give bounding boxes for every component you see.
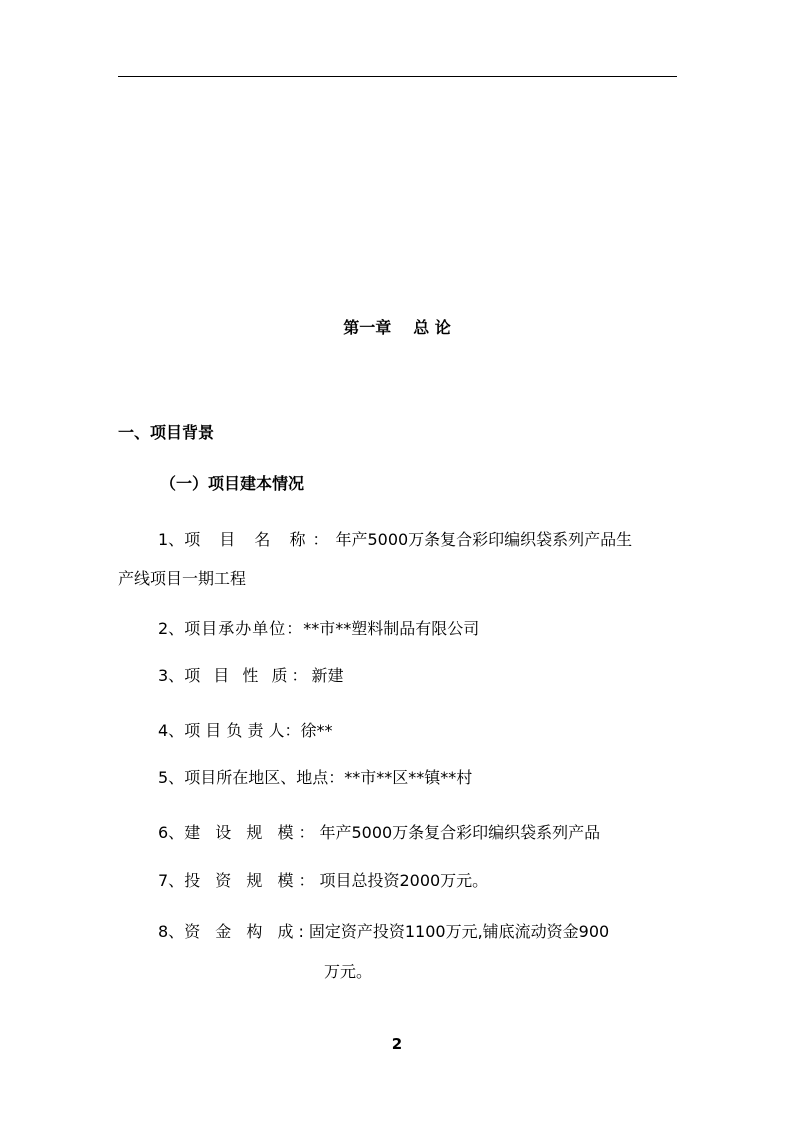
item-3 <box>158 666 343 686</box>
item-value: **市**塑料制品有限公司 <box>303 619 480 638</box>
item-label: 项 目 性 质： <box>184 666 312 685</box>
item-value: 固定资产投资1100万元,铺底流动资金900 <box>308 922 610 941</box>
item-value: 徐** <box>300 721 333 740</box>
item-label: 项 目 负 责 人： <box>184 721 301 740</box>
item-2 <box>158 619 479 639</box>
item-label: 建 设 规 模： <box>184 823 320 842</box>
item-number: 4、 <box>158 721 185 740</box>
chapter-title <box>0 318 794 338</box>
item-4 <box>158 721 333 741</box>
chapter-number: 第一章 <box>343 318 392 337</box>
item-8 <box>158 922 609 942</box>
item-8-continuation: 万元。 <box>324 962 373 981</box>
item-1-continuation: 产线项目一期工程 <box>118 569 247 588</box>
item-number: 3、 <box>158 666 185 685</box>
item-number: 1、 <box>158 530 185 549</box>
item-number: 8、 <box>158 922 185 941</box>
section-heading: 一、项目背景 <box>118 423 215 442</box>
item-value: **市**区**镇**村 <box>344 768 473 787</box>
item-value: 年产5000万条复合彩印编织袋系列产品 <box>319 823 601 842</box>
item-value: 项目总投资2000万元。 <box>319 871 489 890</box>
header-rule <box>118 76 677 77</box>
item-label: 项目承办单位： <box>184 619 304 638</box>
item-number: 7、 <box>158 871 185 890</box>
item-1 <box>158 530 632 550</box>
item-value: 年产5000万条复合彩印编织袋系列产品生 <box>335 530 633 549</box>
item-6 <box>158 823 600 843</box>
item-number: 2、 <box>158 619 185 638</box>
item-number: 5、 <box>158 768 185 787</box>
item-label: 项目所在地区、地点： <box>184 768 345 787</box>
item-5 <box>158 768 472 788</box>
item-value: 新建 <box>311 666 344 685</box>
page-number: 2 <box>391 1035 403 1053</box>
item-number: 6、 <box>158 823 185 842</box>
item-label: 投 资 规 模： <box>184 871 320 890</box>
subsection-heading: （一）项目建本情况 <box>160 474 305 493</box>
item-label: 项 目 名 称： <box>184 530 336 549</box>
item-7 <box>158 871 488 891</box>
chapter-name: 总 论 <box>413 318 451 337</box>
item-label: 资 金 构 成: <box>184 922 309 941</box>
